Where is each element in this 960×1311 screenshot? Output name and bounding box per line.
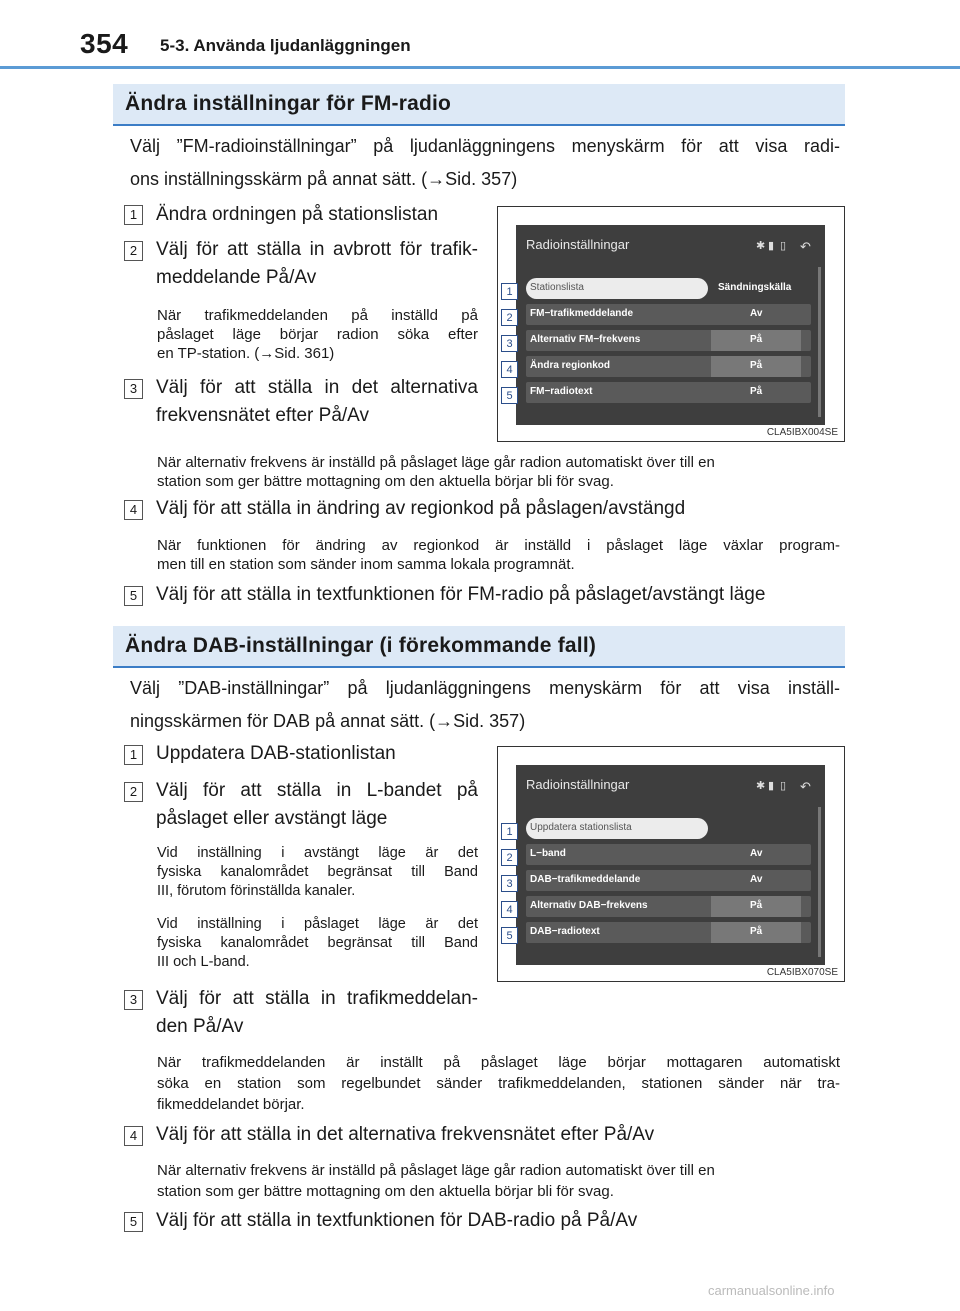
row-label: Stationslista (530, 282, 584, 293)
item-number: 1 (124, 205, 143, 225)
figure-code: CLA5IBX004SE (766, 427, 838, 438)
page-number: 354 (80, 28, 129, 59)
row-value: Av (750, 848, 763, 859)
row-label: Alternativ DAB−frekvens (530, 900, 648, 911)
row-value: På (750, 926, 763, 937)
item-number: 2 (124, 782, 143, 802)
bluetooth-icon: ✱ (756, 240, 766, 252)
fm-item-2-text: Välj för att ställa in avbrott för trafik- meddelande På/Av (156, 239, 478, 288)
callout-badge: 5 (501, 927, 518, 944)
fm-item-3-note: När alternativ frekvens är inställd på påslaget läge går radion automatiskt över till en station som ger bättre mottagning om den aktuella börjar bli för svag. (157, 454, 715, 490)
settings-row-l-band (526, 844, 811, 865)
callout-badge: 1 (501, 823, 518, 840)
section-heading-fm: Ändra inställningar för FM-radio (113, 84, 845, 126)
bluetooth-icon: ✱ (756, 780, 766, 792)
item-number: 1 (124, 745, 143, 765)
callout-badge: 3 (501, 875, 518, 892)
callout-badge: 5 (501, 387, 518, 404)
row-value: På (750, 360, 763, 371)
row-value: På (750, 334, 763, 345)
screen-title: Radioinställningar (526, 777, 630, 792)
scrollbar (818, 267, 821, 417)
dab-item-2-text: Välj för att ställa in L-bandet på påslaget eller avstängt läge (156, 780, 478, 829)
chapter-title: 5-3. Använda ljudanläggningen (160, 36, 411, 55)
fm-item-3-text: Välj för att ställa in det alternativa frekvensnätet efter På/Av (156, 377, 478, 426)
battery-icon: ▯ (780, 240, 787, 252)
dab-item-1-text: Uppdatera DAB-stationlistan (156, 743, 396, 764)
item-number: 5 (124, 1212, 143, 1232)
screen-title: Radioinställningar (526, 237, 630, 252)
fm-item-2-note: När trafikmeddelanden på inställd på påslaget läge börjar radion söka efter en TP-station. (→Sid. 361) (157, 307, 478, 362)
back-icon: ↶ (800, 779, 811, 794)
header-rule (0, 66, 960, 69)
dab-item-3-text: Välj för att ställa in trafikmeddelan- den På/Av (156, 988, 478, 1037)
signal-icon: ▮ (768, 780, 775, 792)
dab-item-4-text: Välj för att ställa in det alternativa frekvensnätet efter På/Av (156, 1124, 655, 1145)
row-label: FM−radiotext (530, 386, 593, 397)
row-value: Av (750, 874, 763, 885)
radio-settings-screen (516, 765, 825, 965)
radio-settings-screen (516, 225, 825, 425)
callout-badge: 2 (501, 309, 518, 326)
signal-icon: ▮ (768, 240, 775, 252)
callout-badge: 4 (501, 901, 518, 918)
fm-item-4-text: Välj för att ställa in ändring av regionkod på påslagen/avstängd (156, 498, 686, 519)
row-value: Av (750, 308, 763, 319)
row-value: På (750, 900, 763, 911)
dab-intro: Välj ”DAB-inställningar” på ljudanläggningens menyskärm för att visa inställ- ningsskärmen för DAB på annat sätt. (→Sid. 357) (130, 678, 840, 731)
row-value: Sändningskälla (718, 282, 792, 293)
callout-badge: 3 (501, 335, 518, 352)
dab-settings-screen-figure (497, 746, 845, 982)
dab-item-5-text: Välj för att ställa in textfunktionen för DAB-radio på På/Av (156, 1210, 638, 1231)
callout-badge: 2 (501, 849, 518, 866)
scrollbar (818, 807, 821, 957)
figure-code: CLA5IBX070SE (766, 967, 838, 978)
dab-item-2-note: Vid inställning i avstängt läge är det fysiska kanalområdet begränsat till Band III, förutom förinställda kanaler. Vid inställning i påslaget läge är det fysiska kanalområdet begränsat till Band III och L-band. (157, 845, 478, 970)
dab-item-3-note: När trafikmeddelanden är inställt på påslaget läge börjar mottagaren automatiskt söka en station som regelbundet sänder trafikmeddelanden, stationen sänder när tra- fikmeddelandet börjar. (157, 1054, 840, 1113)
back-icon: ↶ (800, 239, 811, 254)
fm-item-5-text: Välj för att ställa in textfunktionen för FM-radio på påslaget/avstängt läge (156, 584, 766, 605)
item-number: 3 (124, 990, 143, 1010)
item-number: 4 (124, 500, 143, 520)
row-label: DAB−radiotext (530, 926, 600, 937)
item-number: 4 (124, 1126, 143, 1146)
row-label: L−band (530, 848, 566, 859)
fm-intro: Välj ”FM-radioinställningar” på ljudanläggningens menyskärm för att visa radi- ons inställningsskärm på annat sätt. (→Sid. 357) (130, 136, 840, 189)
item-number: 3 (124, 379, 143, 399)
row-label: Alternativ FM−frekvens (530, 334, 641, 345)
item-number: 2 (124, 241, 143, 261)
callout-badge: 1 (501, 283, 518, 300)
fm-settings-screen-figure (497, 206, 845, 442)
item-number: 5 (124, 586, 143, 606)
battery-icon: ▯ (780, 780, 787, 792)
callout-badge: 4 (501, 361, 518, 378)
row-label: Ändra regionkod (530, 360, 611, 371)
row-label: DAB−trafikmeddelande (530, 874, 641, 885)
fm-item-1-text: Ändra ordningen på stationslistan (156, 204, 439, 225)
row-label: Uppdatera stationslista (530, 822, 632, 833)
dab-item-4-note: När alternativ frekvens är inställd på påslaget läge går radion automatiskt över till en station som ger bättre mottagning om den aktuella börjar bli för svag. (157, 1162, 715, 1200)
row-value: På (750, 386, 763, 397)
fm-item-4-note: När funktionen för ändring av regionkod är inställd i påslaget läge växlar program- men till en station som sänder inom samma lokala programnät. (157, 537, 840, 573)
section-heading-dab: Ändra DAB-inställningar (i förekommande fall) (113, 626, 845, 668)
row-label: FM−trafikmeddelande (530, 308, 634, 319)
footer-watermark: carmanualsonline.info (708, 1283, 835, 1298)
